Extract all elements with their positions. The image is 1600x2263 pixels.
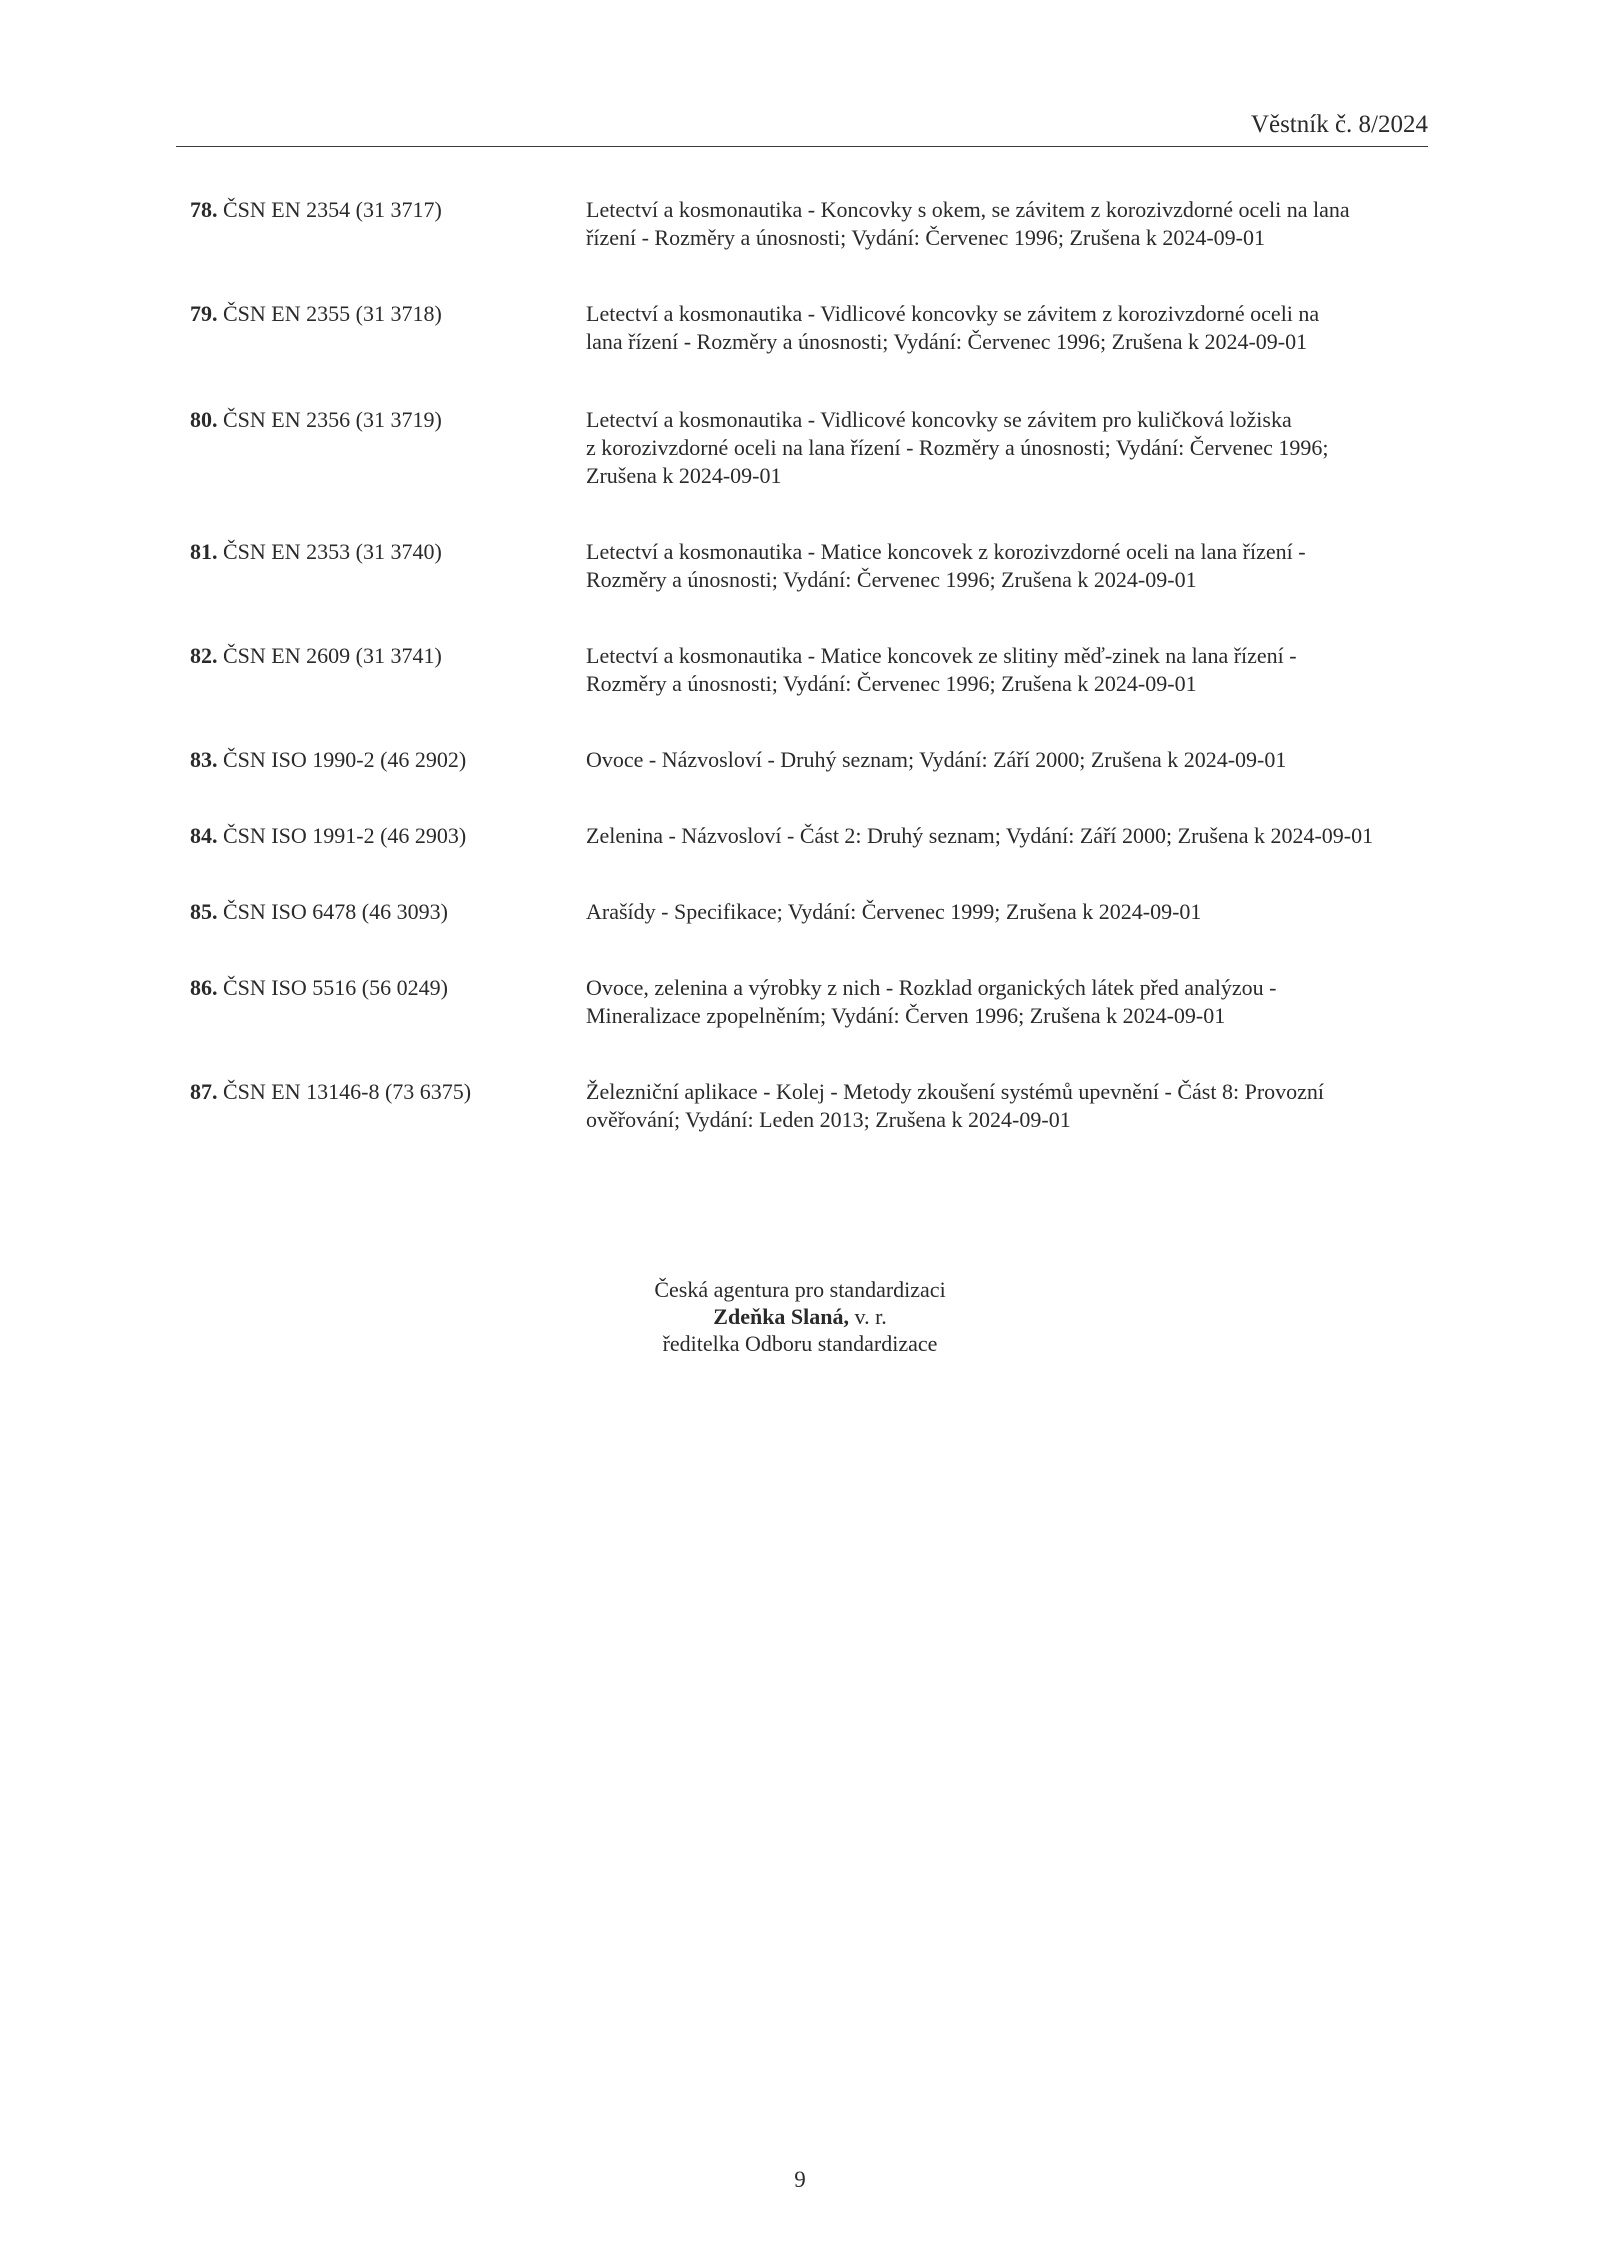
list-item: [190, 1078, 1428, 1134]
list-item: [190, 642, 1428, 698]
description-line: Letectví a kosmonautika - Matice koncovek z korozivzdorné oceli na lana řízení -: [586, 539, 1306, 564]
standard-code: [190, 822, 466, 850]
standard-code: [190, 406, 442, 434]
list-item: [190, 974, 1428, 1030]
description-line: Rozměry a únosnosti; Vydání: Červenec 1996; Zrušena k 2024-09-01: [586, 567, 1197, 592]
standard-code: [190, 898, 448, 926]
page-header: [176, 110, 1428, 147]
standards-list: [190, 196, 1428, 1134]
signature-block: [0, 1276, 1600, 1357]
standard-code: [190, 1078, 471, 1106]
list-item: [190, 538, 1428, 594]
standard-description: [586, 300, 1428, 356]
item-number: 84.: [190, 823, 218, 848]
list-item: [190, 822, 1428, 850]
standard-designation: ČSN ISO 6478 (46 3093): [223, 899, 448, 924]
standard-description: [586, 898, 1428, 926]
page-number: 9: [794, 2167, 806, 2192]
agency-name: Česká agentura pro standardizaci: [654, 1277, 946, 1302]
signatory-line: [0, 1303, 1600, 1330]
standard-description: [586, 538, 1428, 594]
standard-code: [190, 196, 442, 224]
description-line: řízení - Rozměry a únosnosti; Vydání: Červenec 1996; Zrušena k 2024-09-01: [586, 225, 1265, 250]
standard-designation: ČSN EN 2354 (31 3717): [223, 197, 442, 222]
standard-designation: ČSN ISO 1991-2 (46 2903): [223, 823, 467, 848]
description-line: Letectví a kosmonautika - Koncovky s okem, se závitem z korozivzdorné oceli na lana: [586, 197, 1350, 222]
list-item: [190, 746, 1428, 774]
description-line: Zrušena k 2024-09-01: [586, 463, 782, 488]
standard-description: [586, 746, 1428, 774]
description-line: Zelenina - Názvosloví - Část 2: Druhý seznam; Vydání: Září 2000; Zrušena k 2024-09-01: [586, 823, 1374, 848]
standard-designation: ČSN ISO 1990-2 (46 2902): [223, 747, 467, 772]
standard-description: [586, 196, 1428, 252]
description-line: z korozivzdorné oceli na lana řízení - Rozměry a únosnosti; Vydání: Červenec 1996;: [586, 435, 1329, 460]
description-line: Rozměry a únosnosti; Vydání: Červenec 1996; Zrušena k 2024-09-01: [586, 671, 1197, 696]
standard-description: [586, 406, 1428, 490]
bulletin-title: Věstník č. 8/2024: [1250, 111, 1428, 138]
description-line: Arašídy - Specifikace; Vydání: Červenec 1999; Zrušena k 2024-09-01: [586, 899, 1202, 924]
standard-designation: ČSN EN 13146-8 (73 6375): [223, 1079, 472, 1104]
signatory-role: ředitelka Odboru standardizace: [662, 1331, 938, 1356]
description-line: Železniční aplikace - Kolej - Metody zkoušení systémů upevnění - Část 8: Provozní: [586, 1079, 1325, 1104]
standard-code: [190, 642, 442, 670]
description-line: Letectví a kosmonautika - Vidlicové koncovky se závitem pro kuličková ložiska: [586, 407, 1292, 432]
standard-description: [586, 642, 1428, 698]
item-number: 78.: [190, 197, 218, 222]
item-number: 80.: [190, 407, 218, 432]
list-item: [190, 196, 1428, 252]
item-number: 85.: [190, 899, 218, 924]
description-line: Letectví a kosmonautika - Vidlicové koncovky se závitem z korozivzdorné oceli na: [586, 301, 1320, 326]
item-number: 83.: [190, 747, 218, 772]
signatory-suffix: v. r.: [849, 1304, 887, 1329]
standard-code: [190, 538, 442, 566]
standard-designation: ČSN EN 2353 (31 3740): [223, 539, 442, 564]
standard-description: [586, 822, 1428, 850]
standard-designation: ČSN EN 2355 (31 3718): [223, 301, 442, 326]
list-item: [190, 898, 1428, 926]
standard-code: [190, 746, 466, 774]
standard-designation: ČSN EN 2609 (31 3741): [223, 643, 442, 668]
description-line: Mineralizace zpopelněním; Vydání: Červen 1996; Zrušena k 2024-09-01: [586, 1003, 1226, 1028]
item-number: 79.: [190, 301, 218, 326]
standard-designation: ČSN EN 2356 (31 3719): [223, 407, 442, 432]
item-number: 82.: [190, 643, 218, 668]
description-line: lana řízení - Rozměry a únosnosti; Vydání: Červenec 1996; Zrušena k 2024-09-01: [586, 329, 1308, 354]
item-number: 87.: [190, 1079, 218, 1104]
list-item: [190, 300, 1428, 356]
standard-description: [586, 1078, 1428, 1134]
standard-code: [190, 974, 448, 1002]
description-line: Ovoce, zelenina a výrobky z nich - Rozklad organických látek před analýzou -: [586, 975, 1277, 1000]
standard-code: [190, 300, 442, 328]
signatory-name: Zdeňka Slaná,: [713, 1304, 850, 1329]
description-line: Ovoce - Názvosloví - Druhý seznam; Vydání: Září 2000; Zrušena k 2024-09-01: [586, 747, 1287, 772]
item-number: 86.: [190, 975, 218, 1000]
description-line: ověřování; Vydání: Leden 2013; Zrušena k 2024-09-01: [586, 1107, 1071, 1132]
item-number: 81.: [190, 539, 218, 564]
standard-designation: ČSN ISO 5516 (56 0249): [223, 975, 448, 1000]
list-item: [190, 406, 1428, 490]
standard-description: [586, 974, 1428, 1030]
description-line: Letectví a kosmonautika - Matice koncovek ze slitiny měď-zinek na lana řízení -: [586, 643, 1297, 668]
